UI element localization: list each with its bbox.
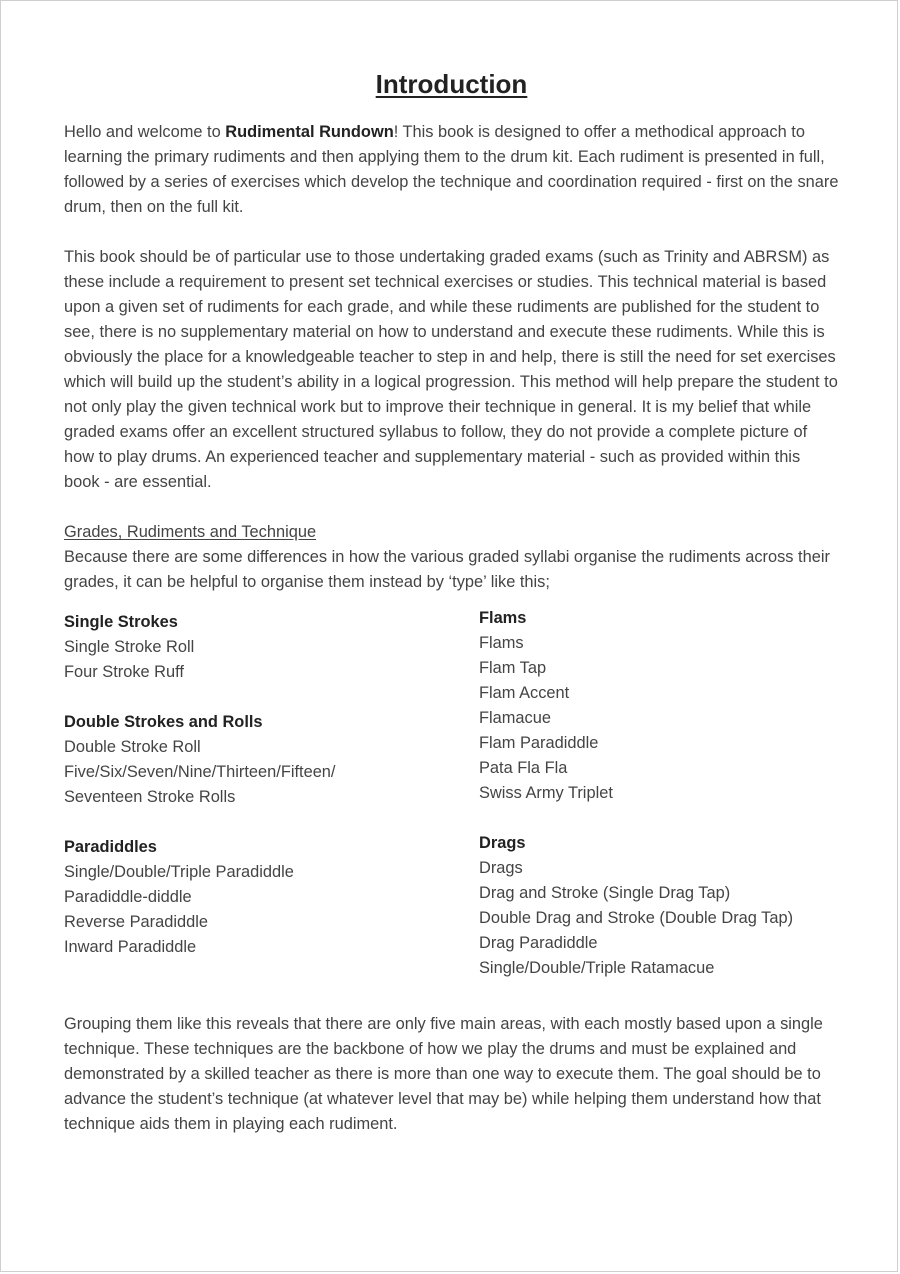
rudiment-item: Reverse Paradiddle: [64, 913, 208, 931]
rudiment-item: Single/Double/Triple Paradiddle: [64, 863, 294, 881]
group-title-drags: Drags: [479, 834, 526, 852]
page-content: [64, 67, 839, 1137]
rudiment-group: [479, 831, 839, 981]
rudiment-group: [64, 710, 479, 810]
rudiment-column-left: [64, 610, 479, 981]
rudiment-column-right: [479, 610, 839, 981]
rudiment-item: Drag and Stroke (Single Drag Tap): [479, 884, 731, 902]
rudiment-item: Five/Six/Seven/Nine/Thirteen/Fifteen/: [64, 763, 336, 781]
rudiment-item: Paradiddle-diddle: [64, 888, 192, 906]
book-title: Rudimental Rundown: [225, 123, 394, 141]
page-title: Introduction: [375, 69, 528, 99]
section-heading: Grades, Rudiments and Technique: [64, 523, 317, 541]
rudiment-item: Flam Tap: [479, 659, 547, 677]
rudiment-item: Single/Double/Triple Ratamacue: [479, 959, 715, 977]
intro-text-start: Hello and welcome to: [64, 123, 226, 141]
intro-text-end: ! This book is designed to offer a methodical approach to learning the primary rudiments and then applying them to the drum kit. Each rudiment is presented in full, followed by a series of exercises which develop the technique and coordination required - first on the snare drum, then on the full kit.: [64, 123, 839, 216]
rudiment-group: [64, 835, 479, 960]
group-title-double-strokes: Double Strokes and Rolls: [64, 713, 263, 731]
rudiment-item: Swiss Army Triplet: [479, 784, 613, 802]
section-paragraph: Because there are some differences in how the various graded syllabi organise the rudiments across their grades, it can be helpful to organise them instead by ‘type’ like this;: [64, 548, 830, 591]
intro-paragraph: [64, 120, 839, 220]
rudiment-item: Seventeen Stroke Rolls: [64, 788, 236, 806]
rudiment-columns: [64, 610, 839, 981]
rudiment-item: Pata Fla Fla: [479, 759, 568, 777]
rudiment-item: Inward Paradiddle: [64, 938, 197, 956]
rudiment-item: Flams: [479, 634, 524, 652]
rudiment-item: Drag Paradiddle: [479, 934, 598, 952]
exam-paragraph: This book should be of particular use to those undertaking graded exams (such as Trinity and ABRSM) as these include a requirement to present set technical exercises or studies. This technical material is based upon a given set of rudiments for each grade, and while these rudiments are published for the student to see, there is no supplementary material on how to understand and execute these rudiments. While this is obviously the place for a knowledgeable teacher to step in and help, there is still the need for set exercises which will build up the student’s ability in a logical progression. This method will help prepare the student to not only play the given technical work but to improve their technique in general. It is my belief that while graded exams offer an excellent structured syllabus to follow, they do not provide a complete picture of how to play drums. An experienced teacher and supplementary material - such as provided within this book - are essential.: [64, 248, 838, 491]
rudiment-item: Drags: [479, 859, 523, 877]
rudiment-group: [479, 606, 839, 806]
rudiment-item: Flamacue: [479, 709, 551, 727]
rudiment-group: [64, 610, 479, 685]
group-title-single-strokes: Single Strokes: [64, 613, 178, 631]
group-title-flams: Flams: [479, 609, 527, 627]
rudiment-item: Double Drag and Stroke (Double Drag Tap): [479, 909, 794, 927]
rudiment-item: Single Stroke Roll: [64, 638, 195, 656]
rudiment-item: Four Stroke Ruff: [64, 663, 184, 681]
rudiment-item: Flam Accent: [479, 684, 570, 702]
closing-paragraph: Grouping them like this reveals that there are only five main areas, with each mostly based upon a single technique. These techniques are the backbone of how we play the drums and must be explained and demonstrated by a skilled teacher as there is more than one way to execute them. The goal should be to advance the student’s technique (at whatever level that may be) while helping them understand how that technique aids them in playing each rudiment.: [64, 1015, 823, 1133]
rudiment-item: Flam Paradiddle: [479, 734, 599, 752]
rudiment-item: Double Stroke Roll: [64, 738, 201, 756]
group-title-paradiddles: Paradiddles: [64, 838, 157, 856]
